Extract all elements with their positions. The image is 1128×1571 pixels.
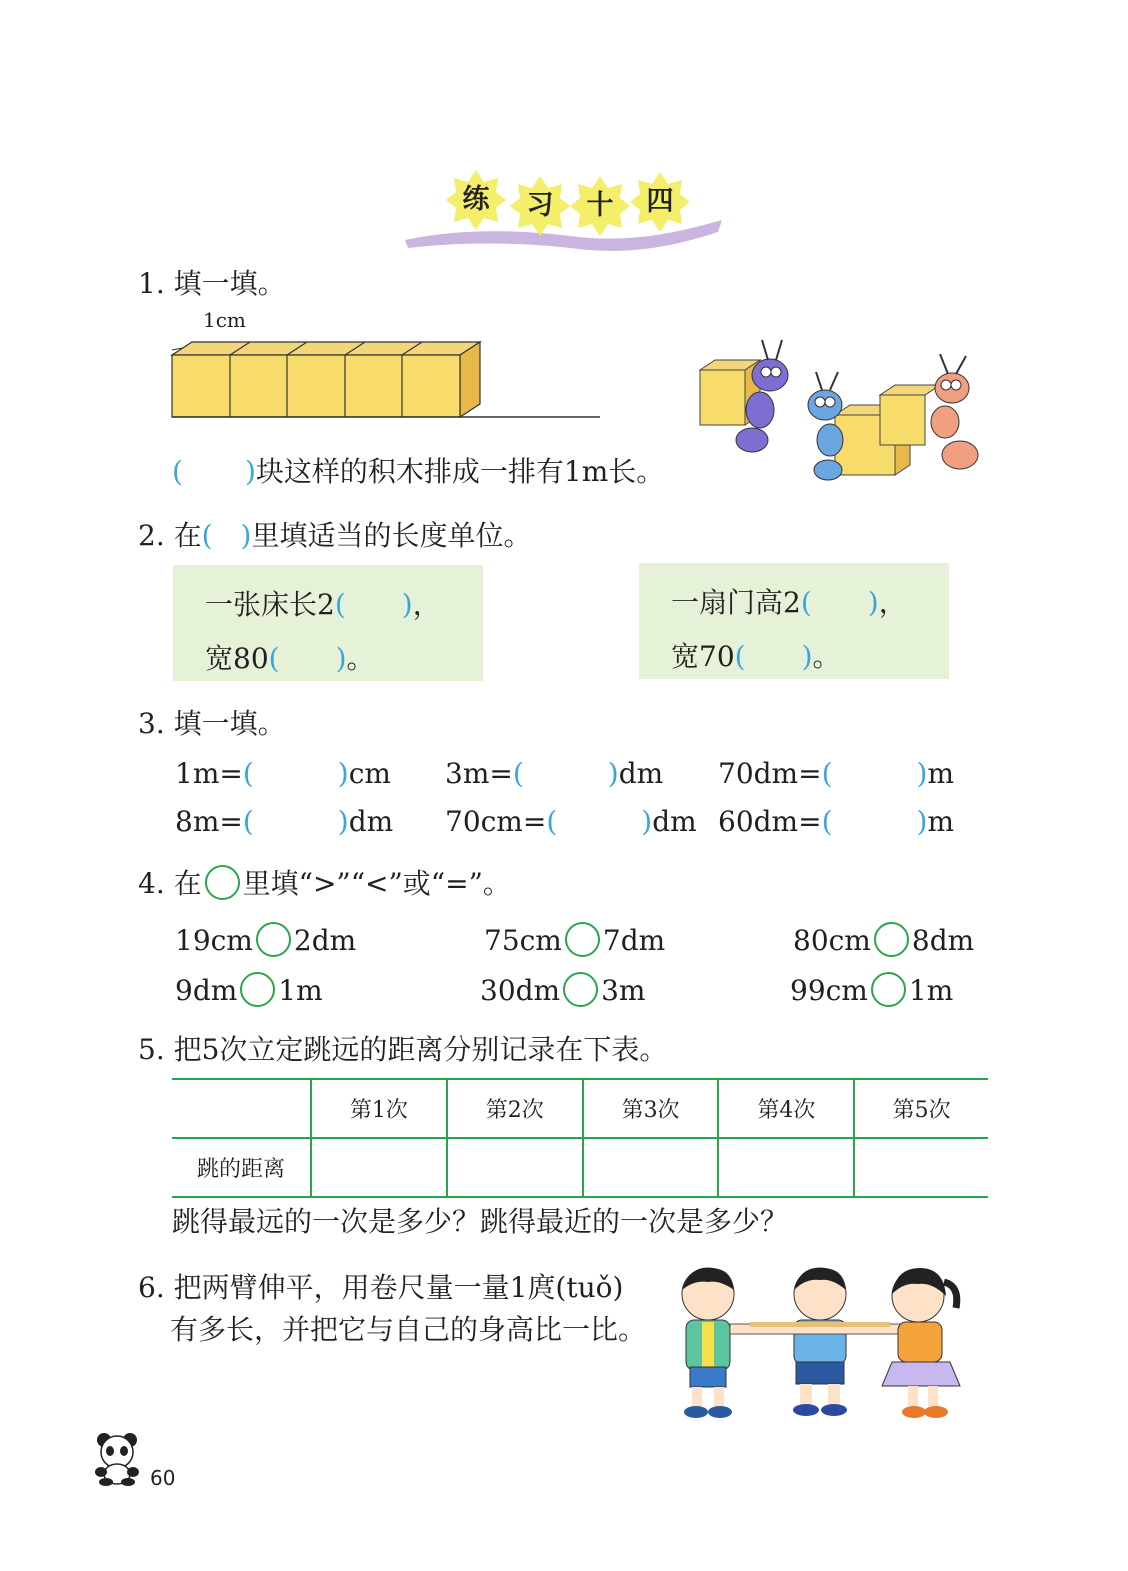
q6-line2: 有多长，并把它与自己的身高比一比。 bbox=[170, 1313, 647, 1346]
title-char: 四 bbox=[646, 186, 674, 217]
q3-heading: 3. 填一填。 bbox=[138, 707, 286, 740]
table-cell-input[interactable] bbox=[311, 1138, 447, 1197]
q3-item: 3m=( )dm bbox=[445, 757, 664, 790]
q4-item: 99cm 1m bbox=[790, 974, 954, 1007]
table-cell-input[interactable] bbox=[447, 1138, 583, 1197]
q4-item: 30dm 3m bbox=[480, 974, 646, 1007]
q1-answer-line bbox=[172, 455, 665, 488]
q3-item: 8m=( )dm bbox=[175, 805, 394, 838]
q4-heading: 4. 在 里填“>”“<”或“=”。 bbox=[138, 867, 511, 900]
compare-circle-icon bbox=[205, 865, 240, 900]
title-badge-4 bbox=[628, 170, 692, 234]
blocks-illustration bbox=[170, 330, 605, 422]
q6-line1: 6. 把两臂伸平，用卷尺量一量1庹(tuǒ) bbox=[138, 1271, 624, 1304]
panda-icon bbox=[92, 1432, 142, 1486]
table-cell-input[interactable] bbox=[583, 1138, 719, 1197]
title-badge-3 bbox=[568, 174, 632, 238]
compare-circle[interactable] bbox=[256, 922, 291, 957]
jump-record-table bbox=[172, 1078, 988, 1198]
compare-circle[interactable] bbox=[563, 972, 598, 1007]
row-label: 跳的距离 bbox=[172, 1138, 311, 1197]
q1-answer-text: 块这样的积木排成一排有1m长。 bbox=[255, 455, 665, 488]
table-row bbox=[172, 1138, 988, 1197]
title-char: 习 bbox=[526, 190, 554, 221]
q4-item: 9dm 1m bbox=[175, 974, 323, 1007]
answer-blank[interactable]: ( ) bbox=[800, 586, 879, 619]
table-header-row bbox=[172, 1079, 988, 1138]
answer-blank[interactable]: ( ) bbox=[334, 588, 413, 621]
q4-item: 75cm 7dm bbox=[484, 924, 666, 957]
compare-circle[interactable] bbox=[871, 972, 906, 1007]
table-header-cell: 第3次 bbox=[583, 1079, 719, 1138]
q5-heading: 5. 把5次立定跳远的距离分别记录在下表。 bbox=[138, 1033, 668, 1066]
table-header-cell: 第2次 bbox=[447, 1079, 583, 1138]
answer-blank[interactable]: ( ) bbox=[821, 757, 928, 790]
q3-item: 1m=( )cm bbox=[175, 757, 391, 790]
children-measuring-illustration bbox=[660, 1262, 980, 1422]
table-cell-input[interactable] bbox=[854, 1138, 988, 1197]
q2-box-bed: 一张床长2( )， 宽80( )。 bbox=[173, 565, 483, 681]
q2-heading: 2. 在( )里填适当的长度单位。 bbox=[138, 519, 532, 552]
answer-blank[interactable]: ( ) bbox=[268, 642, 347, 675]
answer-paren-open: ( bbox=[172, 455, 183, 488]
compare-circle[interactable] bbox=[240, 972, 275, 1007]
q2-heading-paren: ( ) bbox=[201, 519, 252, 552]
title-char: 练 bbox=[462, 184, 490, 215]
table-header-cell: 第5次 bbox=[854, 1079, 988, 1138]
q3-item: 60dm=( )m bbox=[718, 805, 954, 838]
compare-circle[interactable] bbox=[874, 922, 909, 957]
table-header-cell bbox=[172, 1079, 311, 1138]
unit-label: 1cm bbox=[203, 308, 246, 332]
q4-item: 80cm 8dm bbox=[793, 924, 975, 957]
q3-item: 70cm=( )dm bbox=[445, 805, 697, 838]
ants-illustration bbox=[690, 330, 990, 490]
q3-item: 70dm=( )m bbox=[718, 757, 954, 790]
answer-blank[interactable]: ( ) bbox=[242, 757, 349, 790]
q4-item: 19cm 2dm bbox=[175, 924, 357, 957]
answer-blank[interactable]: ( ) bbox=[546, 805, 653, 838]
table-header-cell: 第1次 bbox=[311, 1079, 447, 1138]
page-number: 60 bbox=[150, 1466, 176, 1490]
q5-question: 跳得最远的一次是多少？跳得最近的一次是多少？ bbox=[172, 1205, 789, 1238]
q1-heading: 1. 填一填。 bbox=[138, 267, 286, 300]
answer-blank[interactable]: ( ) bbox=[512, 757, 619, 790]
table-header-cell: 第4次 bbox=[718, 1079, 854, 1138]
answer-blank[interactable]: ( ) bbox=[821, 805, 928, 838]
answer-paren-close[interactable]: ) bbox=[244, 455, 256, 488]
compare-circle[interactable] bbox=[565, 922, 600, 957]
title-badge-1 bbox=[444, 168, 508, 232]
answer-blank[interactable]: ( ) bbox=[242, 805, 349, 838]
title-char: 十 bbox=[586, 190, 614, 221]
title-badge-2 bbox=[508, 174, 572, 238]
q2-box-door: 一扇门高2( )， 宽70( )。 bbox=[639, 563, 949, 679]
answer-blank[interactable]: ( ) bbox=[734, 640, 813, 673]
table-cell-input[interactable] bbox=[718, 1138, 854, 1197]
